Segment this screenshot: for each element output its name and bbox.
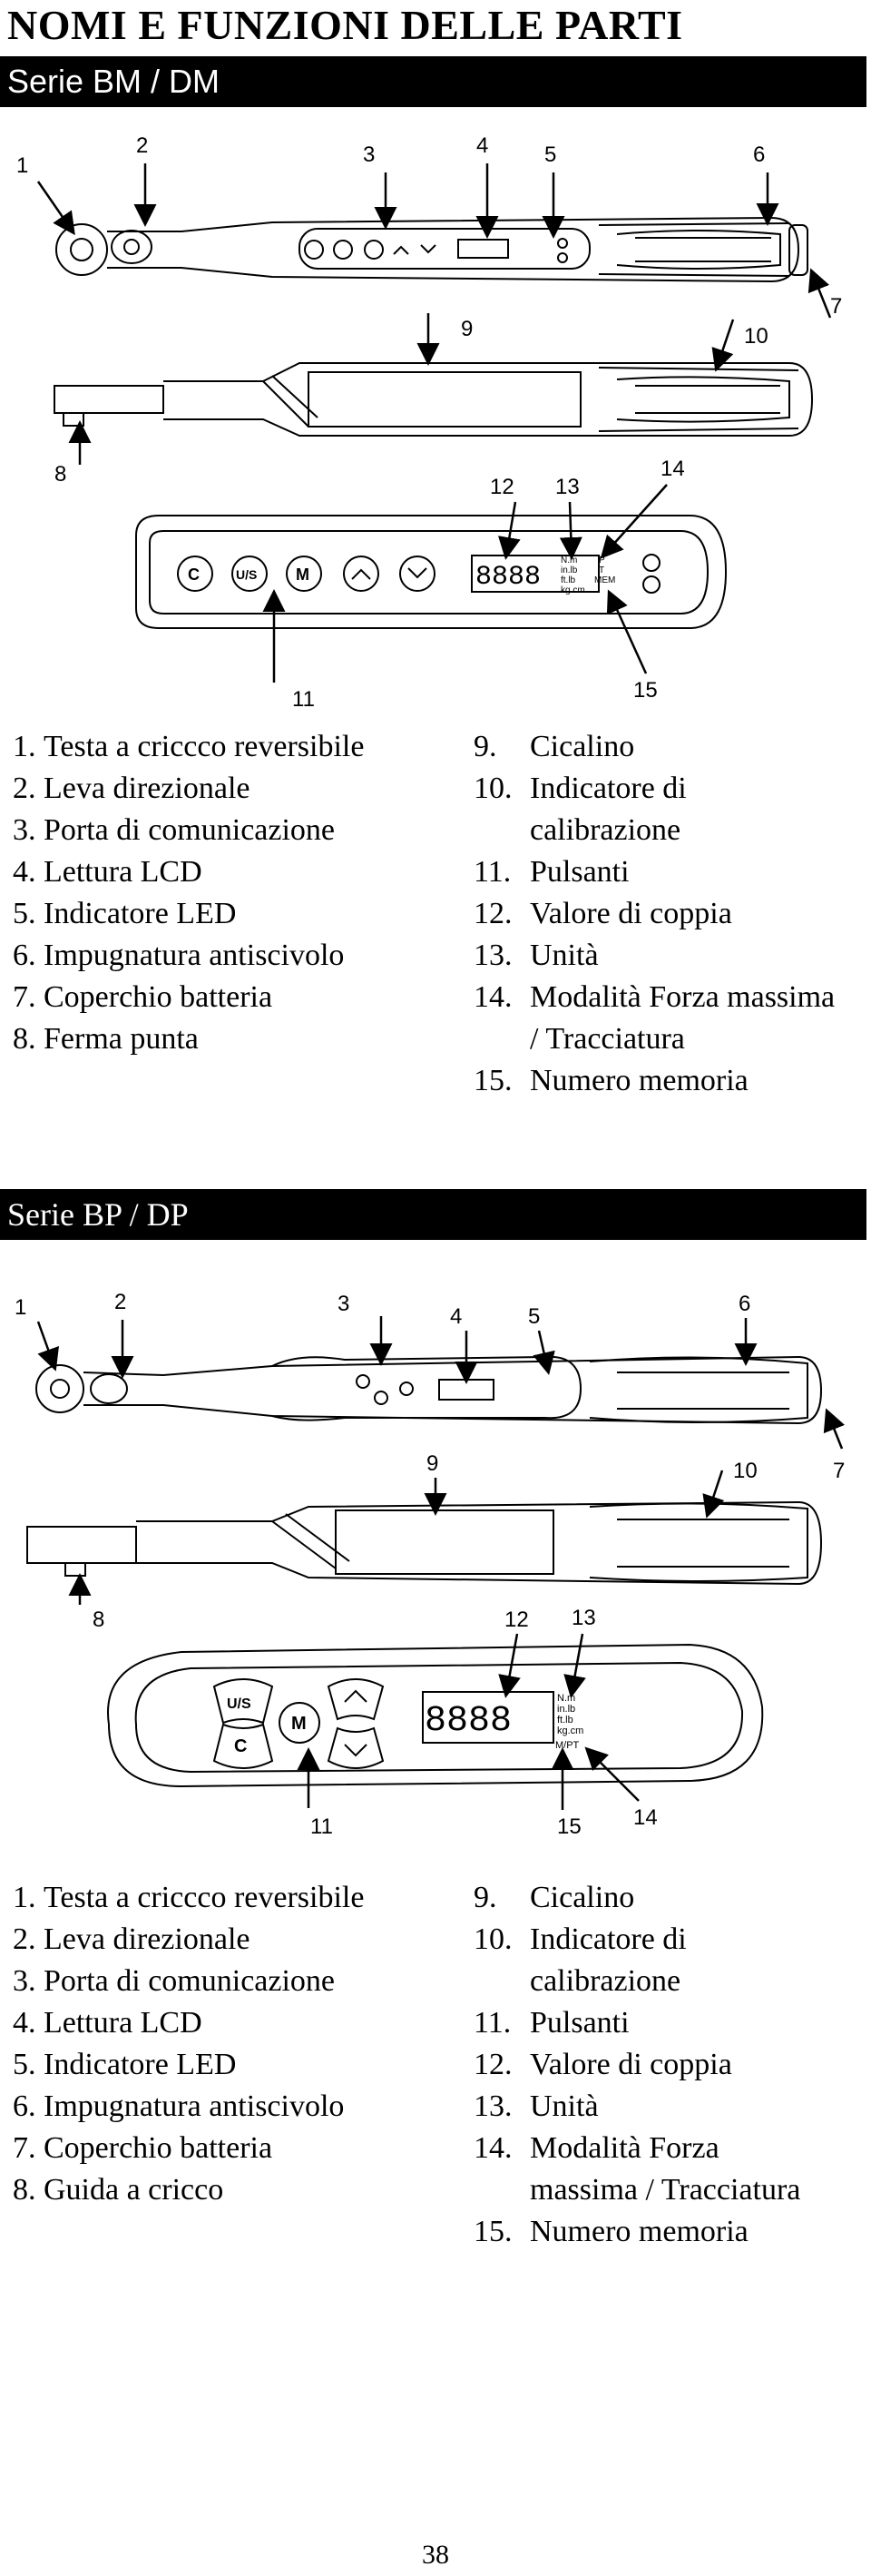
callout-13: 13 — [555, 475, 580, 499]
list-item: 15. Numero memoria — [474, 1064, 749, 1097]
list-item: 2. Leva direzionale — [13, 1922, 250, 1956]
bm-dm-wrench-diagram — [0, 118, 871, 772]
button-us: U/S — [236, 567, 258, 582]
callout-15: 15 — [633, 678, 658, 703]
unit-kgcm: kg.cm — [561, 585, 585, 595]
callout-1: 1 — [15, 1295, 27, 1320]
list-item: 3. Porta di comunicazione — [13, 813, 336, 847]
lcd-digits: 8888 — [425, 1701, 513, 1742]
bp-dp-wrench-diagram — [0, 1253, 871, 1897]
callout-3: 3 — [363, 143, 376, 167]
list-item: 4. Lettura LCD — [13, 855, 202, 889]
callout-2: 2 — [136, 133, 149, 158]
list-item: 6. Impugnatura antiscivolo — [13, 939, 345, 972]
callout-14: 14 — [661, 457, 685, 481]
list-item: 2. Leva direzionale — [13, 772, 250, 805]
callout-1: 1 — [16, 153, 29, 178]
list-item: 4. Lettura LCD — [13, 2006, 202, 2040]
unit-nm: N.m — [557, 1693, 576, 1704]
list-item: 12. Valore di coppia — [474, 2048, 732, 2081]
list-item: 10. Indicatore di calibrazione — [474, 772, 687, 847]
callout-4: 4 — [476, 133, 489, 158]
callout-12: 12 — [504, 1608, 529, 1632]
callout-7: 7 — [830, 294, 843, 319]
list-item: 9. Cicalino — [474, 1881, 635, 1914]
button-m: M — [291, 1714, 307, 1734]
callout-6: 6 — [753, 143, 766, 167]
callout-2: 2 — [114, 1290, 127, 1314]
list-item: 14. Modalità Forza massima / Tracciatura — [474, 2131, 801, 2207]
callout-4: 4 — [450, 1304, 463, 1329]
bm-dm-parts-list-left — [13, 726, 364, 1060]
list-item: 5. Indicatore LED — [13, 2048, 237, 2081]
section-header-bm-dm: Serie BM / DM — [0, 56, 866, 107]
callout-8: 8 — [93, 1608, 105, 1632]
mode-mpt: M/PT — [555, 1740, 580, 1751]
callout-3: 3 — [338, 1292, 350, 1316]
unit-inlb: in.lb — [561, 565, 578, 575]
callout-14: 14 — [633, 1805, 658, 1830]
callout-10: 10 — [733, 1459, 758, 1483]
mode-p: P — [599, 556, 605, 565]
list-item: 7. Coperchio batteria — [13, 2131, 273, 2165]
list-item: 15. Numero memoria — [474, 2215, 749, 2248]
unit-kgcm: kg.cm — [557, 1726, 584, 1736]
callout-8: 8 — [54, 462, 67, 487]
callout-13: 13 — [572, 1606, 596, 1630]
button-us: U/S — [227, 1696, 251, 1712]
button-c: C — [234, 1736, 248, 1756]
bp-dp-parts-list-left — [13, 1877, 364, 2211]
list-item: 1. Testa a criccco reversibile — [13, 730, 365, 763]
list-item: 13. Unità — [474, 939, 599, 972]
list-item: 3. Porta di comunicazione — [13, 1964, 336, 1998]
list-item: 10. Indicatore di calibrazione — [474, 1922, 687, 1998]
callout-5: 5 — [544, 143, 557, 167]
unit-nm: N.m — [561, 556, 578, 565]
list-item: 13. Unità — [474, 2089, 599, 2123]
callout-9: 9 — [426, 1451, 439, 1476]
callout-7: 7 — [833, 1459, 846, 1483]
button-m: M — [296, 565, 309, 584]
list-item: 5. Indicatore LED — [13, 897, 237, 930]
bp-dp-parts-list-right — [474, 1877, 838, 2253]
mode-t: T — [599, 565, 605, 575]
unit-ftlb: ft.lb — [557, 1715, 573, 1726]
unit-inlb: in.lb — [557, 1704, 576, 1715]
list-item: 14. Modalità Forza massima / Tracciatura — [474, 980, 836, 1056]
list-item: 1. Testa a criccco reversibile — [13, 1881, 365, 1914]
button-c: C — [188, 565, 200, 584]
callout-15: 15 — [557, 1814, 582, 1839]
list-item: 9. Cicalino — [474, 730, 635, 763]
list-item: 11. Pulsanti — [474, 2006, 630, 2040]
list-item: 12. Valore di coppia — [474, 897, 732, 930]
callout-12: 12 — [490, 475, 514, 499]
callout-11: 11 — [310, 1814, 333, 1839]
unit-ftlb: ft.lb — [561, 575, 576, 585]
callout-9: 9 — [461, 317, 474, 341]
callout-5: 5 — [528, 1304, 541, 1329]
list-item: 8. Guida a cricco — [13, 2173, 224, 2207]
list-item: 6. Impugnatura antiscivolo — [13, 2089, 345, 2123]
page-title: NOMI E FUNZIONI DELLE PARTI — [7, 2, 683, 48]
page-number: 38 — [422, 2540, 449, 2570]
section-header-bp-dp: Serie BP / DP — [0, 1189, 866, 1240]
lcd-digits: 8888 — [475, 562, 542, 593]
callout-6: 6 — [739, 1292, 751, 1316]
callout-10: 10 — [744, 324, 768, 349]
mode-mem: MEM — [594, 575, 616, 585]
bm-dm-parts-list-right — [474, 726, 838, 1102]
list-item: 8. Ferma punta — [13, 1022, 199, 1056]
callout-11: 11 — [292, 687, 315, 712]
list-item: 11. Pulsanti — [474, 855, 630, 889]
list-item: 7. Coperchio batteria — [13, 980, 273, 1014]
